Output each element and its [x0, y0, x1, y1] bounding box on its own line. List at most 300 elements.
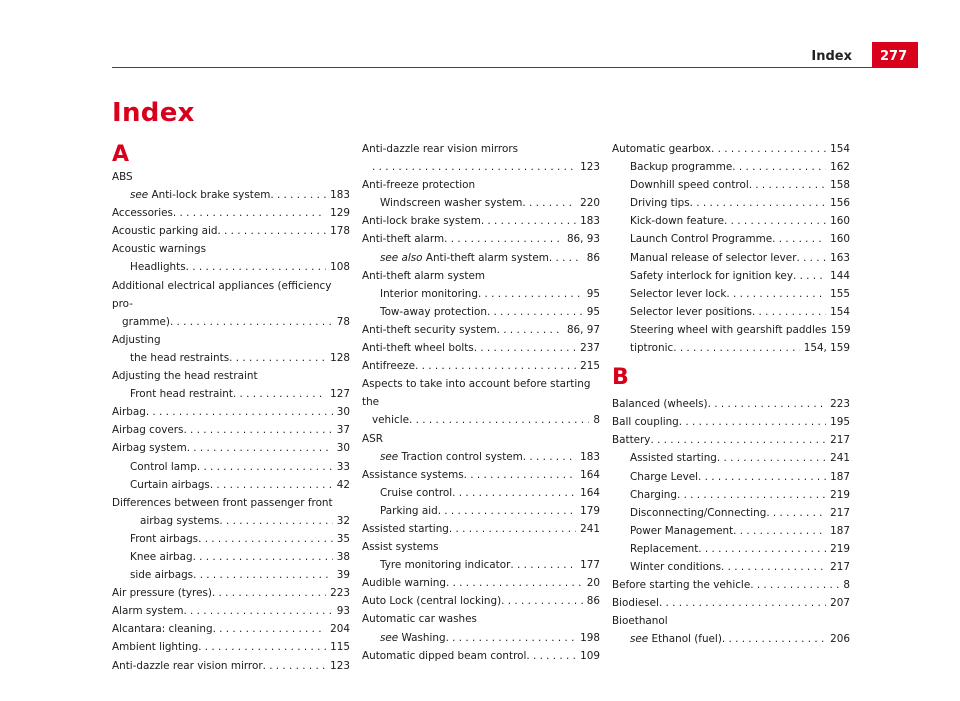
index-entry [112, 385, 350, 403]
index-entry [112, 620, 350, 638]
index-term: tiptronic [630, 342, 674, 355]
index-term: Alarm system [112, 605, 184, 618]
page-reference: 159 [830, 323, 851, 336]
index-entry [112, 512, 350, 530]
page-reference: 154 [830, 143, 850, 155]
page-reference: 223 [830, 398, 850, 411]
index-term-wrap [362, 592, 501, 610]
index-entry [612, 158, 850, 176]
dot-leader [452, 484, 576, 502]
page-reference: 195 [830, 416, 850, 429]
index-entry [112, 566, 350, 584]
index-term-wrap [130, 349, 229, 367]
index-term: Antifreeze [362, 360, 415, 373]
index-term-wrap [380, 448, 523, 466]
dot-leader [229, 349, 326, 367]
page-reference: 237 [580, 342, 600, 355]
index-term: Interior monitoring [380, 287, 478, 300]
page-reference: 86, 97 [566, 323, 600, 336]
see-reference: see [630, 633, 649, 646]
dot-leader [186, 258, 327, 276]
page-reference: 204 [330, 623, 350, 636]
dot-leader [487, 303, 583, 321]
section-letter-a: A [112, 142, 130, 167]
index-term: airbag systems [140, 514, 220, 527]
index-entry [362, 610, 600, 628]
index-term: Traction control system [401, 450, 523, 463]
page-reference: 187 [830, 470, 850, 483]
index-term-wrap [362, 357, 415, 375]
index-entry [112, 186, 350, 204]
index-entry [112, 476, 350, 494]
dot-leader [170, 313, 333, 331]
index-entry [112, 638, 350, 656]
index-entry [112, 439, 350, 457]
page-reference: 217 [830, 434, 850, 447]
index-term: Manual release of selector lever [630, 251, 797, 264]
index-term-wrap [380, 484, 452, 502]
index-entry [362, 267, 600, 285]
index-term-wrap [112, 421, 183, 439]
index-entry [112, 548, 350, 566]
index-list [362, 140, 600, 665]
page-reference: 241 [580, 522, 600, 535]
dot-leader [263, 657, 327, 675]
index-entry-heading: Assist systems [362, 541, 439, 554]
page-reference: 35 [336, 532, 350, 545]
index-term-wrap [130, 548, 193, 566]
dot-leader [733, 522, 826, 540]
page-reference: 38 [336, 550, 350, 563]
page-reference: 183 [580, 450, 600, 463]
index-term: Windscreen washer system [380, 197, 523, 210]
index-entry [612, 594, 850, 612]
index-entry [362, 339, 600, 357]
dot-leader [193, 566, 333, 584]
index-entry [112, 494, 350, 512]
see-reference: see [130, 189, 149, 202]
dot-leader [522, 194, 576, 212]
dot-leader [219, 512, 332, 530]
index-entry [612, 267, 850, 285]
dot-leader [217, 222, 326, 240]
index-term: Assisted starting [630, 452, 717, 465]
dot-leader [198, 530, 333, 548]
index-entry [612, 486, 850, 504]
index-entry [612, 140, 850, 158]
dot-leader [650, 431, 826, 449]
dot-leader [446, 574, 583, 592]
index-term: Anti-theft wheel bolts [362, 342, 474, 355]
index-entry [112, 349, 350, 367]
index-entry [612, 449, 850, 467]
index-entry [362, 484, 600, 502]
page-reference: 37 [336, 424, 350, 437]
index-term-wrap [130, 458, 197, 476]
index-entry-heading: Aspects to take into account before starting the [362, 378, 591, 409]
index-term: Alcantara: cleaning [112, 623, 213, 636]
index-term: Air pressure (tyres) [112, 587, 212, 600]
index-term: Replacement [630, 542, 699, 555]
dot-leader [187, 439, 333, 457]
index-term: Driving tips [630, 197, 690, 210]
dot-leader [193, 548, 333, 566]
page-reference: 163 [830, 251, 850, 264]
dot-leader [497, 321, 563, 339]
index-entry-heading: Acoustic warnings [112, 243, 206, 256]
index-term-wrap [630, 212, 724, 230]
index-entry [362, 249, 600, 267]
index-term: Airbag covers [112, 424, 184, 437]
index-column-2 [362, 140, 600, 665]
index-term-wrap [112, 584, 212, 602]
page-reference: 32 [336, 514, 350, 527]
index-entry [362, 375, 600, 411]
index-entry [112, 168, 350, 186]
index-term-wrap [362, 466, 464, 484]
index-entry [612, 576, 850, 594]
index-term-wrap [112, 657, 263, 675]
index-term-wrap [122, 313, 170, 331]
page-reference: 95 [586, 305, 600, 318]
dot-leader [197, 458, 333, 476]
dot-leader [510, 556, 576, 574]
index-entry [362, 502, 600, 520]
index-entry-heading: ASR [362, 432, 383, 445]
index-term-wrap [612, 413, 679, 431]
dot-leader [673, 339, 800, 357]
page-reference: 215 [580, 360, 600, 373]
index-term: the head restraints [130, 351, 230, 364]
page-reference: 154, 159 [803, 342, 850, 355]
dot-leader [750, 576, 839, 594]
index-entry [612, 558, 850, 576]
dot-leader [717, 449, 826, 467]
see-reference: see [380, 450, 399, 463]
page-reference: 219 [830, 488, 850, 501]
index-entry [112, 222, 350, 240]
index-term: Backup programme [630, 161, 733, 174]
index-entry [612, 522, 850, 540]
dot-leader [793, 267, 826, 285]
index-term: Battery [612, 434, 651, 447]
index-entry [612, 540, 850, 558]
index-term: Balanced (wheels) [612, 398, 708, 411]
index-entry [112, 313, 350, 331]
page-reference: 78 [336, 315, 350, 328]
index-entry [612, 321, 850, 339]
dot-leader [446, 629, 577, 647]
index-term: Knee airbag [130, 550, 193, 563]
index-term: Airbag [112, 406, 146, 419]
dot-leader [721, 558, 826, 576]
index-term-wrap [130, 530, 198, 548]
dot-leader [722, 630, 826, 648]
index-entry [362, 176, 600, 194]
page-reference: 187 [830, 524, 850, 537]
index-term-wrap [630, 194, 690, 212]
page-reference: 115 [330, 641, 350, 654]
dot-leader [679, 413, 826, 431]
dot-leader [724, 212, 826, 230]
index-entry [362, 321, 600, 339]
index-entry [612, 612, 850, 630]
dot-leader [766, 504, 826, 522]
index-term-wrap [380, 629, 446, 647]
index-entry [362, 430, 600, 448]
index-entry [612, 230, 850, 248]
index-term-wrap [112, 620, 213, 638]
dot-leader [690, 194, 827, 212]
index-term-wrap [630, 449, 717, 467]
page-reference: 160 [830, 215, 850, 228]
index-term-wrap [630, 158, 732, 176]
index-entry-heading: ABS [112, 171, 133, 183]
index-entry [362, 303, 600, 321]
section-letter-b: B [612, 365, 629, 391]
index-term: Tyre monitoring indicator [380, 559, 511, 572]
index-term: Downhill speed control [630, 179, 749, 192]
index-entry [612, 194, 850, 212]
index-entry [362, 448, 600, 466]
index-entry [362, 647, 600, 665]
dot-leader [213, 620, 327, 638]
index-entry [612, 431, 850, 449]
index-term-wrap [112, 222, 217, 240]
dot-leader [523, 448, 576, 466]
page-reference: 86 [586, 251, 600, 264]
index-term: Accessories [112, 207, 173, 220]
index-list [112, 168, 350, 675]
index-term-wrap [380, 502, 438, 520]
page-reference: 206 [830, 633, 850, 646]
index-term-wrap [362, 574, 446, 592]
page-reference: 154 [830, 305, 850, 318]
dot-leader [796, 249, 826, 267]
index-term: vehicle [372, 414, 410, 427]
dot-leader [372, 158, 576, 176]
page-reference: 93 [336, 605, 350, 618]
index-entry [112, 602, 350, 620]
page-reference: 156 [830, 197, 850, 210]
page-reference: 162 [830, 161, 850, 174]
index-term: Charge Level [630, 470, 699, 483]
index-term-wrap [630, 249, 796, 267]
index-term: Assistance systems [362, 468, 464, 481]
index-entry [112, 584, 350, 602]
index-entry [362, 140, 600, 158]
index-term: Airbag system [112, 442, 187, 455]
index-term-wrap [112, 439, 187, 457]
page-reference: 217 [830, 506, 850, 519]
index-entry [612, 249, 850, 267]
index-entry [362, 592, 600, 610]
index-entry [112, 421, 350, 439]
index-term-wrap [362, 647, 526, 665]
index-term-wrap [380, 285, 478, 303]
dot-leader [233, 385, 326, 403]
index-term: Control lamp [130, 460, 197, 473]
dot-leader [415, 357, 576, 375]
dot-leader [478, 285, 583, 303]
index-term: Anti-lock brake system [151, 189, 271, 202]
dot-leader [438, 502, 576, 520]
index-term-wrap [130, 385, 233, 403]
page-reference: 223 [330, 587, 350, 600]
index-entry [362, 357, 600, 375]
index-term: Cruise control [380, 486, 453, 499]
index-entry [362, 466, 600, 484]
index-entry [112, 657, 350, 675]
index-term-wrap [630, 540, 698, 558]
dot-leader [270, 186, 326, 204]
index-term-wrap [630, 339, 673, 357]
dot-leader [210, 476, 333, 494]
index-term-wrap [362, 339, 474, 357]
index-term-wrap [380, 303, 487, 321]
index-term: Anti-lock brake system [362, 215, 481, 228]
dot-leader [146, 403, 333, 421]
index-term: Biodiesel [612, 597, 659, 610]
index-entry-heading: Automatic car washes [362, 613, 477, 626]
page-reference: 30 [336, 442, 350, 455]
index-entry [362, 230, 600, 248]
index-entry-heading: Anti-theft alarm system [362, 269, 486, 282]
index-term-wrap [630, 522, 733, 540]
dot-leader [708, 395, 827, 413]
index-term: Parking aid [380, 504, 438, 517]
index-entry [112, 277, 350, 313]
index-term: Steering wheel with gearshift paddles [630, 323, 827, 336]
page-reference: 164 [580, 486, 600, 499]
running-header-title: Index [811, 49, 852, 64]
index-term-wrap [380, 249, 549, 267]
index-column-1 [112, 142, 350, 675]
page-reference: 127 [330, 388, 350, 401]
index-term: Audible warning [362, 577, 446, 590]
see-reference: see also [380, 251, 423, 264]
index-list [612, 395, 850, 648]
dot-leader [173, 204, 326, 222]
index-term-wrap [362, 520, 449, 538]
index-entry [612, 176, 850, 194]
index-term-wrap [130, 186, 270, 204]
dot-leader [481, 212, 576, 230]
index-term: side airbags [130, 569, 194, 582]
page-reference: 108 [330, 261, 350, 274]
index-entry-heading: Bioethanol [612, 615, 668, 628]
index-term-wrap [112, 204, 173, 222]
index-term: Selector lever lock [630, 287, 727, 300]
index-term: Tow-away protection [380, 305, 487, 318]
index-term-wrap [112, 602, 183, 620]
index-term-wrap [630, 504, 766, 522]
index-entry [362, 158, 600, 176]
page-reference: 42 [336, 478, 350, 491]
page-reference: 86 [586, 595, 600, 608]
index-entry-heading: Adjusting the head restraint [112, 370, 258, 383]
index-entry [612, 413, 850, 431]
see-reference: see [380, 631, 399, 644]
dot-leader [183, 602, 332, 620]
index-term-wrap [362, 212, 481, 230]
index-term-wrap [612, 576, 750, 594]
index-term: Anti-theft alarm [362, 233, 445, 246]
index-term-wrap [630, 285, 726, 303]
index-term: Ethanol (fuel) [651, 633, 722, 646]
index-entry-heading: Anti-dazzle rear vision mirrors [362, 143, 519, 155]
page-reference: 39 [336, 569, 350, 582]
page-reference: 183 [580, 215, 600, 228]
dot-leader [183, 421, 332, 439]
index-term-wrap [130, 476, 210, 494]
index-term-wrap [630, 486, 677, 504]
index-term-wrap [362, 321, 497, 339]
index-list [612, 140, 850, 357]
page-reference: 241 [830, 452, 850, 465]
index-term-wrap [630, 630, 722, 648]
index-term: Launch Control Programme [630, 233, 773, 246]
header-rule [112, 67, 918, 68]
index-term-wrap [612, 431, 650, 449]
page-reference: 8 [593, 414, 600, 427]
page-reference: 155 [830, 287, 850, 300]
index-term-wrap [630, 176, 749, 194]
index-entry [112, 458, 350, 476]
page-reference: 207 [830, 597, 850, 610]
index-entry [612, 504, 850, 522]
index-entry [612, 395, 850, 413]
dot-leader [711, 140, 826, 158]
dot-leader [752, 303, 826, 321]
dot-leader [474, 339, 576, 357]
index-term: Before starting the vehicle [612, 579, 751, 592]
index-entry [612, 285, 850, 303]
index-term: Front airbags [130, 532, 199, 545]
index-term: Automatic gearbox [612, 143, 711, 155]
index-entry [112, 240, 350, 258]
dot-leader [198, 638, 326, 656]
index-entry [612, 303, 850, 321]
index-term: Ball coupling [612, 416, 679, 429]
dot-leader [444, 230, 563, 248]
dot-leader [677, 486, 826, 504]
index-entry [362, 556, 600, 574]
index-term-wrap [630, 267, 793, 285]
index-entry [612, 468, 850, 486]
page-reference: 219 [830, 542, 850, 555]
dot-leader [526, 647, 576, 665]
index-term: gramme) [122, 315, 170, 328]
index-term: Washing [401, 631, 446, 644]
page-reference: 123 [330, 659, 350, 672]
dot-leader [698, 468, 826, 486]
page-reference: 179 [580, 504, 600, 517]
index-term-wrap [372, 411, 409, 429]
index-term: Ambient lighting [112, 641, 199, 654]
page-reference: 220 [580, 197, 600, 210]
page-reference: 158 [830, 179, 850, 192]
page-title: Index [112, 98, 195, 128]
index-entry-heading: Additional electrical appliances (efficiency pro- [112, 279, 332, 310]
index-term-wrap [630, 230, 772, 248]
index-entry [362, 520, 600, 538]
index-term: Curtain airbags [130, 478, 210, 491]
dot-leader [726, 285, 826, 303]
dot-leader [409, 411, 589, 429]
index-term-wrap [362, 230, 444, 248]
page-reference: 109 [580, 649, 600, 662]
